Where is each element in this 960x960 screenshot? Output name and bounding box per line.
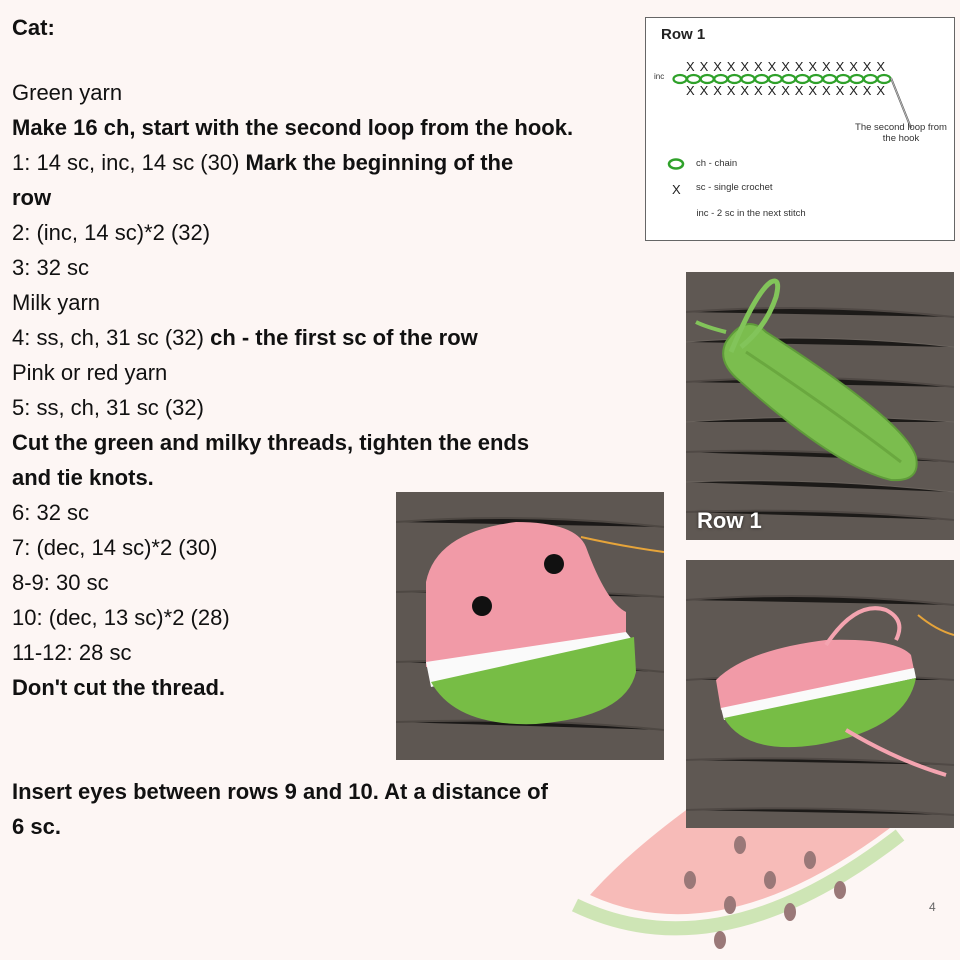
sc-stitch: X	[686, 59, 695, 74]
sc-stitch: X	[876, 83, 886, 98]
instruction-line-text: Mark the beginning of the	[245, 150, 514, 175]
chain-stitch	[755, 75, 768, 83]
sc-stitch: X	[822, 59, 831, 74]
instruction-line-text: 8-9: 30 sc	[12, 570, 109, 595]
instruction-line	[12, 289, 100, 317]
sc-stitch: X	[767, 59, 777, 74]
footer-line	[12, 813, 61, 841]
sc-stitch: X	[876, 59, 886, 74]
chain-stitch	[850, 75, 863, 83]
sc-stitch: X	[754, 59, 763, 74]
instruction-line-text: 7: (dec, 14 sc)*2 (30)	[12, 535, 218, 560]
instruction-line-text: row	[12, 185, 52, 210]
instruction-line	[12, 534, 217, 562]
sc-stitch: X	[767, 83, 777, 98]
sc-stitch: X	[713, 83, 722, 98]
chain-stitch	[769, 75, 782, 83]
svg-text:X: X	[672, 182, 681, 197]
footer-line-text: 6 sc.	[12, 814, 61, 839]
chain-stitch	[810, 75, 823, 83]
sc-stitch: X	[794, 59, 804, 74]
sc-stitch: X	[808, 59, 818, 74]
instruction-line	[12, 394, 204, 422]
row1-photo	[686, 272, 954, 540]
instruction-line-text: ch - the first sc of the row	[210, 325, 478, 350]
instruction-line-text: Milk yarn	[12, 290, 101, 315]
instruction-line	[12, 569, 109, 597]
instruction-line	[12, 429, 529, 457]
sc-stitch: X	[754, 83, 763, 98]
instruction-line-text: 2: (inc, 14 sc)*2 (32)	[12, 220, 211, 245]
sc-stitch: X	[808, 83, 818, 98]
pouch-side-photo	[686, 560, 954, 828]
instruction-line-text: 3: 32 sc	[12, 255, 90, 280]
sc-stitch: X	[713, 59, 722, 74]
instruction-line-text: 5: ss, ch, 31 sc (32)	[12, 395, 204, 420]
sc-stitch: X	[699, 83, 709, 98]
hook-icon	[891, 78, 911, 128]
sc-stitch: X	[862, 59, 872, 74]
page-title: Cat:	[12, 15, 55, 40]
chain-stitch	[878, 75, 891, 83]
instruction-line	[12, 149, 513, 177]
instruction-line	[12, 359, 167, 387]
sc-row-top	[686, 59, 885, 74]
instruction-line	[12, 464, 154, 492]
instruction-line-text: 1: 14 sc, inc, 14 sc (30)	[12, 150, 246, 175]
row1-stitch-diagram	[645, 17, 955, 241]
chain-stitch	[714, 75, 727, 83]
chain-stitch	[823, 75, 836, 83]
page-number: 4	[929, 900, 936, 914]
sc-stitch: X	[862, 83, 872, 98]
chain-stitch	[837, 75, 850, 83]
instruction-line-text: 10: (dec, 13 sc)*2 (28)	[12, 605, 230, 630]
chain-stitch	[796, 75, 809, 83]
sc-stitch: X	[849, 83, 858, 98]
instruction-line	[12, 639, 131, 667]
sc-stitch: X	[740, 59, 750, 74]
chain-row	[674, 75, 891, 83]
sc-stitch: X	[740, 83, 750, 98]
instruction-line-text: Green yarn	[12, 80, 123, 105]
legend-sc: sc - single crochet	[696, 182, 773, 193]
chain-oval-icon	[669, 160, 683, 169]
chain-stitch	[687, 75, 700, 83]
instruction-line	[12, 254, 89, 282]
footer-line	[12, 778, 548, 806]
instruction-line-text: Don't cut the thread.	[12, 675, 226, 700]
instruction-line	[12, 184, 51, 212]
legend-inc: inc - 2 sc in the next stitch	[696, 208, 806, 219]
sc-stitch: X	[781, 83, 790, 98]
instruction-line-text: Pink or red yarn	[12, 360, 168, 385]
sc-stitch: X	[849, 59, 858, 74]
instruction-line-text: and tie knots.	[12, 465, 154, 490]
instruction-line	[12, 114, 573, 142]
instruction-line	[12, 499, 89, 527]
instruction-line	[12, 604, 230, 632]
instruction-line-text: Cut the green and milky threads, tighten the ends	[12, 430, 530, 455]
chain-stitch	[864, 75, 877, 83]
sc-row-bottom	[686, 83, 885, 98]
instruction-line	[12, 674, 225, 702]
second-loop-note: The second loop from the hook	[855, 122, 947, 144]
instruction-line	[12, 219, 210, 247]
pouch-front-photo	[396, 492, 664, 760]
chain-stitch	[742, 75, 755, 83]
footer-line-text: Insert eyes between rows 9 and 10. At a distance of	[12, 779, 548, 804]
diagram-title: Row 1	[661, 26, 706, 43]
sc-stitch: X	[835, 83, 845, 98]
chain-stitch	[728, 75, 741, 83]
instruction-line	[12, 324, 478, 352]
inc-label: inc	[654, 72, 665, 81]
sc-stitch: X	[726, 83, 736, 98]
sc-stitch: X	[699, 59, 709, 74]
chain-stitch	[701, 75, 714, 83]
x-stitch-icon	[672, 182, 681, 197]
row1-photo-label: Row 1	[697, 508, 762, 533]
chain-stitch	[782, 75, 795, 83]
instruction-line-text: 4: ss, ch, 31 sc (32)	[12, 325, 211, 350]
sc-stitch: X	[794, 83, 804, 98]
chain-stitch	[674, 75, 687, 83]
legend-ch: ch - chain	[696, 158, 738, 169]
instruction-line	[12, 79, 122, 107]
sc-stitch: X	[686, 83, 695, 98]
instruction-line-text: 11-12: 28 sc	[12, 640, 132, 665]
sc-stitch: X	[781, 59, 790, 74]
sc-stitch: X	[835, 59, 845, 74]
sc-stitch: X	[822, 83, 831, 98]
instruction-line-text: Make 16 ch, start with the second loop from the hook.	[12, 115, 574, 140]
instruction-line-text: 6: 32 sc	[12, 500, 90, 525]
sc-stitch: X	[726, 59, 736, 74]
